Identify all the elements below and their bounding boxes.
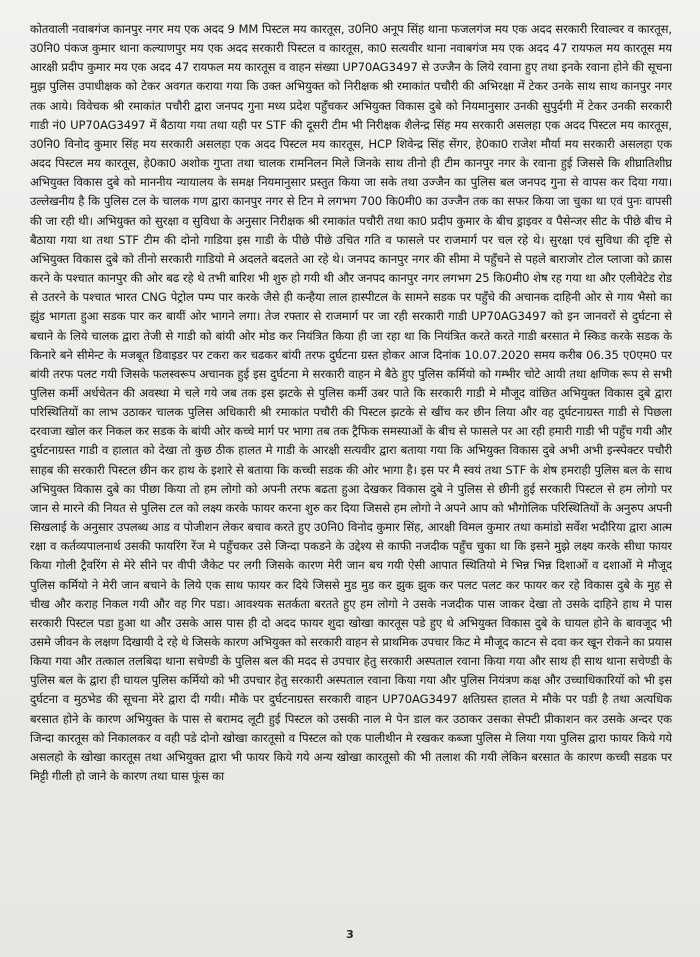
page-number: 3	[346, 928, 354, 941]
document-body-text: कोतवाली नवाबगंज कानपुर नगर मय एक अदद 9 MM पिस्टल मय कारतूस, उ0नि0 अनूप सिंह थाना फजलगंज मय एक अदद सरकारी रिवाल्वर व कारतूस, उ0नि0 पंकज कुमार थाना कल्याणपुर मय एक अदद सरकारी पिस्टल व कारतूस, का0 सत्यवीर थाना नवाबगंज मय एक अदद 47 रायफल मय कारतूस मय आरक्षी प्रदीप कुमार मय एक अदद 47 रायफल मय कारतूस व वाहन संख्या UP70AG3497 से उज्जैन के लिये रवाना हुए तथा इनके रवाना होने की सूचना मुझ पुलिस उपाधीक्षक को टेकर अवगत कराया गया कि उक्त अभियुक्त को निरीक्षक श्री रमाकांत पचौरी की अभिरक्षा में टेकर उनके साथ साथ कानपुर नगर तक आये। विवेचक श्री रमाकांत पचौरी द्वारा जनपद गुना मध्य प्रदेश पहुँचकर अभियुक्त विकास दुबे को नियमानुसार उनकी सुपुर्दगी में टेकर उनकी सरकारी गाडी नं0 UP70AG3497 में बैठाया गया तथा यही पर STF की दूसरी टीम भी निरीक्षक शैलेन्द्र सिंह मय सरकारी असलहा एक अदद पिस्टल मय कारतूस, उ0नि0 विनोद कुमार सिंह मय सरकारी असलहा एक अदद पिस्टल मय कारतूस, HCP शिवेन्द्र सिंह सेंगर, हे0का0 राजेश मौर्या मय सरकारी असलहा एक अदद पिस्टल मय कारतूस, हे0का0 अशोक गुप्ता तथा चालक रामनिलन मिले जिनके साथ तीनो ही टीम कानपुर नगर के रवाना हुई जिससे कि शीघ्रातिशीघ्र अभियुक्त विकास दुबे को माननीय न्यायालय के समक्ष नियमानुसार प्रस्तुत किया जा सके तथा उज्जैन का पुलिस बल जनपद गुना से वापस कर दिया गया। उल्लेखनीय है कि पुलिस टल के चालक गण द्वारा कानपुर नगर से टिन मे लगभग 700 कि0मी0 का उज्जैन तक का सफर किया जा चुका था एवं पुनः वापसी की जा रही थी। अभियुक्त को सुरक्षा व सुविधा के अनुसार निरीक्षक श्री रमाकांत पचौरी तथा का0 प्रदीप कुमार के बीच ड्राइवर व पैसेन्जर सीट के पीछे बीच मे बैठाया गया था तथा STF टीम की दोनो गाडिया इस गाडी के पीछे पीछे उचित गति व फासले पर राजमार्ग पर चल रहे थे। सुरक्षा एवं सुविधा की दृष्टि से अभियुक्त विकास दुबे को तीनो सरकारी गाडियो मे अदलते बदलते आ रहे थे। जनपद कानपुर नगर की सीमा मे पहुँचने से पहले बाराजोर टोल प्लाजा को क्रास करने के पश्चात कानपुर की ओर बढ रहे थे तभी बारिश भी शुरु हो गयी थी और जनपद कानपुर नगर लगभग 25 कि0मी0 शेष रह गया था और एलीवेटेड रोड से उतरने के पश्चात भारत CNG पेट्रोल पम्प पार करके जैसे ही कन्हैया लाल हास्पीटल के सामने सडक पर पहुँचे की अचानक दाहिनी ओर से गाय भैसो का झुंड भागता हुआ सडक पार कर बायीं ओर भागने लगा। तेज रफ्तार से राजमार्ग पर जा रही सरकारी गाडी UP70AG3497 को इन जानवरों से दुर्घटना से बचाने के लिये चालक द्वारा तेजी से गाडी को बांयी ओर मोड कर नियंत्रित किया ही जा रहा था कि नियंत्रित करते करते गाडी बरसात मे स्किड करके सडक के किनारे बने सीमेन्ट के मजबूत डिवाइडर पर टकरा कर चढकर बांयी तरफ दुर्घटना ग्रस्त होकर आज दिनांक 10.07.2020 समय करीब 06.35 ए0एम0 पर बांयी तरफ पलट गयी जिसके फलस्वरूप अचानक हुई इस दुर्घटना मे सरकारी वाहन मे बैठे हुए पुलिस कर्मियो को गम्भीर चोटे आयी तथा क्षणिक रूप से सभी पुलिस कर्मी अर्धचेतन की अवस्था मे चले गये जब तक इस झटके से पुलिस कर्मी उबर पाते कि सरकारी गाडी मे मौजूद वांछित अभियुक्त विकास दुबे द्वारा परिस्थितियों का लाभ उठाकर चालक पुलिस अधिकारी श्री रमाकांत पचौरी की पिस्टल झटके से खींच कर छीन लिया और वह दुर्घटनाग्रस्त गाडी से पिछला दरवाजा खोल कर निकल कर सडक के बांयी ओर कच्चे मार्ग पर भागा तब तक ट्रैफिक समस्याओं के बीच से फासले पर आ रही हमारी गाडी भी पहुँच गयी और दुर्घटनाग्रस्त गाडी व हालात को देखा तो कुछ ठीक हालत मे गाडी के आरक्षी सत्यवीर द्वारा बताया गया कि अभियुक्त विकास दुबे अभी अभी इन्स्पेक्टर पचौरी साहब की सरकारी पिस्टल छीन कर हाथ के इशारे से बताया कि कच्ची सडक की ओर भागा है। इस पर मै स्वयं तथा STF के शेष हमराही पुलिस बल के साथ अभियुक्त विकास दुबे का पीछा किया तो हम लोगो को अपनी तरफ बढता हुआ देखकर विकास दुबे ने पुलिस से छीनी हुई सरकारी पिस्टल से हम लोगो पर जान से मारने की नियत से पुलिस टल को लक्ष्य करके फायर करना शुरु कर दिया जिससे हम लोगो ने अपने आप को भौगोलिक परिस्थितियों के अनुरुप अपनी सिखलाई के अनुसार उपलब्ध आड व पोजीशन लेकर बचाव करते हुए उ0नि0 विनोद कुमार सिंह, आरक्षी विमल कुमार तथा कमांडो सर्वेश भदौरिया द्वारा आत्म रक्षा व कर्तव्यपालनार्थ उसकी फायरिंग रेंज मे पहुँचकर उसे जिन्दा पकडने के उद्देश्य से काफी नजदीक पहुँच चुका था कि इसने मुझे लक्ष्य करके सीधा फायर किया गोली ट्रैवरिंग से मेरे सीने पर वीपी जैकेट पर लगी जिसके कारण मेरी जान बच गयी ऐसी आपात स्थितियो मे भिन्न भिन्न दिशाओं व दशाओं मे मौजूद पुलिस कर्मियो ने मेरी जान बचाने के लिये एक साथ फायर कर दिये जिससे मुड मुड कर झुक झुक कर पलट पलट कर फायर कर रहे विकास दुबे के मुह से चीख और कराह निकल गयी और वह गिर पडा। आवश्यक सतर्कता बरतते हुए हम लोगो ने उसके नजदीक पास जाकर देखा तो उसके दाहिने हाथ मे पास सरकारी पिस्टल पडा हुआ था और उसके आस पास ही दो अदद फायर शुदा खोखा कारतूस पडे हुए थे अभियुक्त विकास दुबे के घायल होने के बावजूद भी उसमे जीवन के लक्षण दिखायी दे रहे थे जिसके कारण अभियुक्त को सरकारी वाहन से प्राथमिक उपचार किट मे मौजूद काटन से दवा कर खून रोकने का प्रयास किया गया और तत्काल तलबिदा थाना सचेण्डी के पुलिस बल की मदद से उपचार हेतु सरकारी अस्पताल रवाना किया गया और साथ ही साथ थाना सचेण्डी के पुलिस बल के द्वारा ही घायल पुलिस कर्मियो को भी उपचार हेतु सरकारी अस्पताल रवाना किया गया और पुलिस नियंत्रण कक्ष और उच्चाधिकारियों को भी इस दुर्घटना व मुठभेड की सूचना मेरे द्वारा दी गयी। मौके पर दुर्घटनाग्रस्त सरकारी वाहन UP70AG3497 क्षतिग्रस्त हालत मे मौके पर पडी है तथा अत्यधिक बरसात होने के कारण अभियुक्त के पास से बरामद लूटी हुई पिस्टल को उसकी नाल मे पेन डाल कर उठाकर उसका सेफ्टी प्रीकाशन कर उसके अन्दर एक जिन्दा कारतूस को निकालकर व वही पडे दोनो खोखा कारतूसो व पिस्टल को एक पालीथीन मे रखकर कब्जा पुलिस मे लिया गया पुलिस द्वारा फायर किये गये असलहो के खोखा कारतूस तथा अभियुक्त द्वारा भी फायर किये गये अन्य खोखा कारतूसो की भी तलाश की गयी लेकिन बरसात के कारण कच्ची सडक पर मिट्टी गीली हो जाने के कारण तथा घास फूंस का	[30, 22, 672, 784]
